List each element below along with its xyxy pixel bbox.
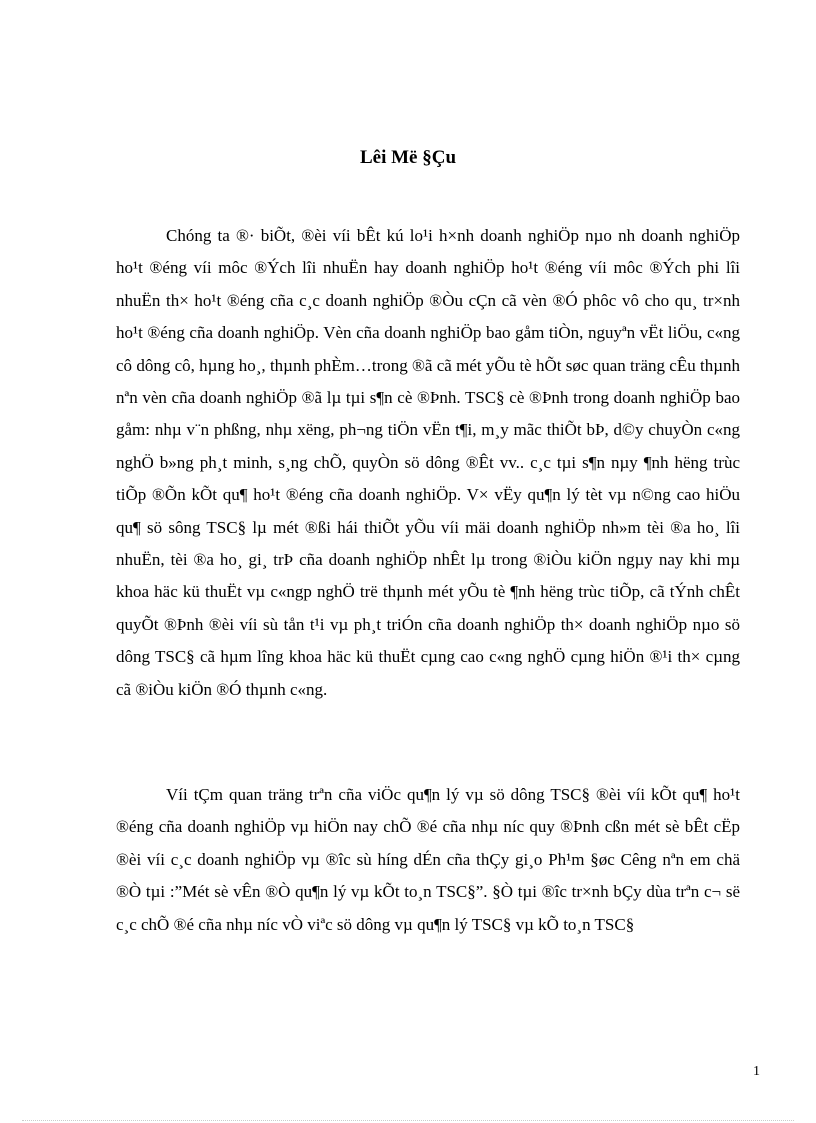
page-bottom-border xyxy=(22,1120,794,1121)
body-paragraph-1: Chóng ta ®· biÕt, ®èi víi bÊt kú lo¹i h×nh doanh nghiÖp nµo nh doanh nghiÖp ho¹t ®éng víi môc ®Ých lîi nhuËn hay doanh nghiÖp ho¹t ®éng víi môc ®Ých phi lîi nhuËn th× ho¹t ®éng cña c¸c doanh nghiÖp ®Òu cÇn cã vèn ®Ó phôc vô cho qu¸ tr×nh ho¹t ®éng cña doanh nghiÖp. Vèn cña doanh nghiÖp bao gåm tiÒn, nguyªn vËt liÖu, c«ng cô dông cô, hµng ho¸, thµnh phÈm…trong ®ã cã mét yÕu tè hÕt søc quan träng cÊu thµnh nªn vèn cña doanh nghiÖp ®ã lµ tµi s¶n cè ®Þnh. TSC§ cè ®Þnh trong doanh nghiÖp bao gåm: nhµ v¨n phßng, nhµ xëng, ph¬ng tiÖn vËn t¶i, m¸y mãc thiÕt bÞ, d©y chuyÒn c«ng nghÖ b»ng ph¸t minh, s¸ng chÕ, quyÒn sö dông ®Êt vv.. c¸c tµi s¶n nµy ¶nh hëng trùc tiÕp ®Õn kÕt qu¶ ho¹t ®éng cña doanh nghiÖp. V× vËy qu¶n lý tèt vµ n©ng cao hiÖu qu¶ sö sông TSC§ lµ mét ®ßi hái thiÕt yÕu víi mäi doanh nghiÖp nh»m tèi ®a ho¸ lîi nhuËn, tèi ®a ho¸ gi¸ trÞ cña doanh nghiÖp nhÊt lµ trong ®iÒu kiÖn ngµy nay khi mµ khoa häc kü thuËt vµ c«ngp nghÖ trë thµnh mét yÕu tè ¶nh hëng trùc tiÕp, cã tÝnh chÊt quyÕt ®Þnh ®èi víi sù tån t¹i vµ ph¸t triÓn cña doanh nghiÖp th× doanh nghiÖp nµo sö dông TSC§ cã hµm lîng khoa häc kü thuËt cµng cao c«ng nghÖ cµng hiÖn ®¹i th× cµng cã ®iÒu kiÖn ®Ó thµnh c«ng. xyxy=(116,226,740,699)
paragraph-container-1 xyxy=(116,220,740,706)
paragraph-container-2 xyxy=(116,779,740,941)
page-number: 1 xyxy=(753,1064,760,1079)
document-title: Lêi Më §Çu xyxy=(359,147,457,168)
body-paragraph-2: Víi tÇm quan träng trªn cña viÖc qu¶n lý vµ sö dông TSC§ ®èi víi kÕt qu¶ ho¹t ®éng cña doanh nghiÖp vµ hiÖn nay chÕ ®é cña nhµ níc quy ®Þnh cßn mét sè bÊt cËp ®èi víi c¸c doanh nghiÖp vµ ®îc sù híng dÉn cña thÇy gi¸o Ph¹m §øc Cêng nªn em chä ®Ò tµi :”Mét sè vÊn ®Ò qu¶n lý vµ kÕt to¸n TSC§”. §Ò tµi ®îc tr×nh bÇy dùa trªn c¬ së c¸c chÕ ®é cña nhµ níc vÒ viªc sö dông vµ qu¶n lý TSC§ vµ kÕ to¸n TSC§ xyxy=(116,785,740,934)
